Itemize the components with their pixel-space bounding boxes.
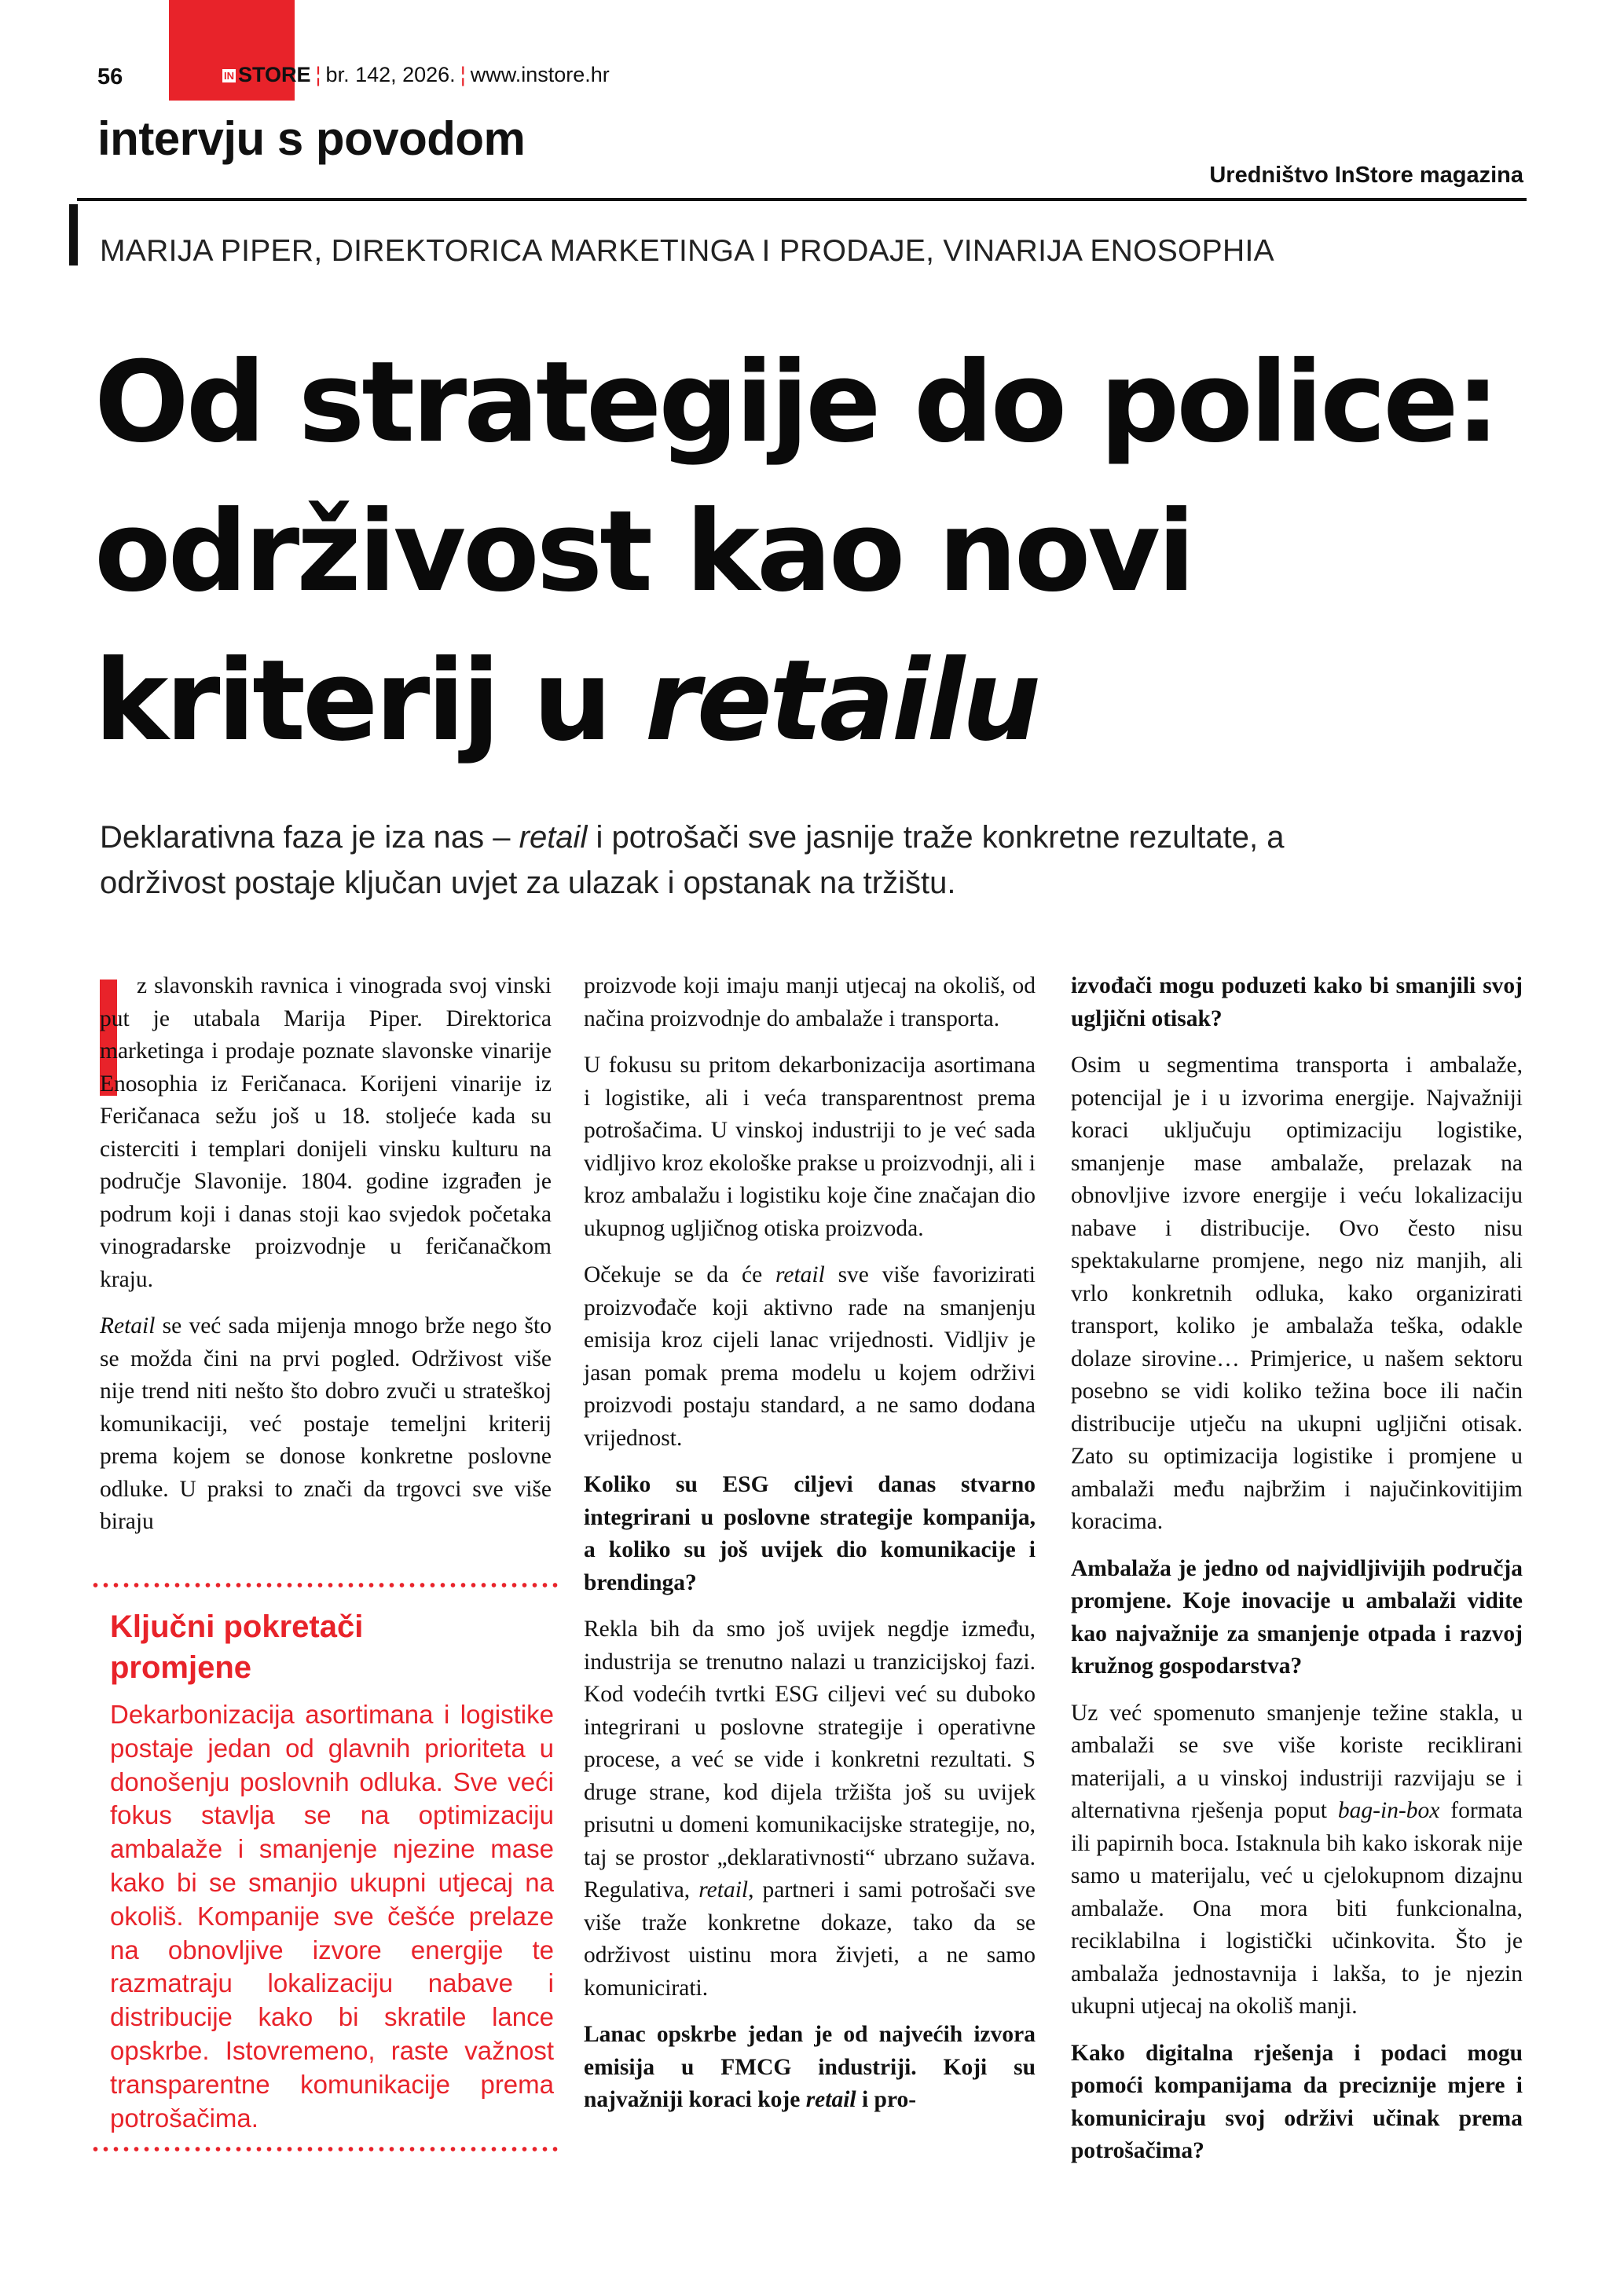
paragraph [584,1259,1036,1455]
paragraph-text: se već sada mijenja mnogo brže nego što se možda čini na prvi pogled. Održivost više nije trend niti nešto što dobro zvuči u strateškoj komunikaciji, već postaje temeljni kriterij prema kojem se donose konkretne poslovne odluke. U praksi to znači da trgovci sve više biraju [100,1313,552,1534]
paragraph-text: Rekla bih da smo još uvijek negdje između, industrija se trenutno nalazi u tranzicijskoj fazi. Kod vodećih tvrtki ESG ciljevi već su duboko integrirani u poslovne strategije i operativne procese, a već se vide i konkretni rezultati. S druge strane, kod dijela tržišta još su uvijek prisutni u domeni komunikacijske strategije, no, taj se prostor „deklarativnosti“ ubrzano sužava. Regulativa, [584,1617,1036,1902]
italic-term: retail [805,2087,856,2112]
sidebar-box [90,1583,562,2152]
body-column-3 [1071,970,1523,2182]
section-title: intervju s povodom [97,112,526,165]
brand-logo-in: IN [224,70,234,82]
paragraph: z slavonskih ravnica i vinograda svoj vinski put je utabala Marija Piper. Direktorica marketinga i prodaje poznate slavonske vinarije Enosophia iz Feričanaca. Korijeni vinarije iz Feričanaca sežu još u 18. stoljeće kada su cisterciti i templari donijeli vinsku kulturu na područje Slavonije. 1804. godine izgrađen je podrum koji i danas stoji kao svjedok početaka vinogradarske proizvodnje u feričanačkom kraju. [100,973,552,1292]
paragraph: proizvode koji imaju manji utjecaj na okoliš, od načina proizvodnje do ambalaže i transporta. [584,973,1036,1031]
box-text: Dekarbonizacija asortimana i logistike postaje jedan od glavnih prioriteta u donošenju poslovnih odluka. Sve veći fokus stavlja se na optimizaciju ambalaže i smanjenje njezine mase kako bi se smanjio ukupni utjecaj na okoliš. Kompanije sve češće prelaze na obnovljive izvore energije te razmatraju lokalizaciju nabave i distribucije kako bi skratile lance opskrbe. Istovremeno, raste važnost transparentne komunikacije prema potrošačima. [110,1700,554,2133]
headline-line-2: održivost kao novi [94,487,1193,617]
deck-line-1 [100,815,1530,860]
box-title-line-1: Ključni pokretači [110,1609,364,1644]
interview-question: izvođači mogu poduzeti kako bi smanjili svoj ugljični otisak? [1071,973,1523,1031]
paragraph [584,1613,1036,2005]
interview-question: Kako digitalna rješenja i podaci mogu pomoći kompanijama da preciznije mjere i komuniciraju svoj održivi učinak prema potrošačima? [1071,2040,1523,2163]
paragraph-text: , partneri i sami potrošači sve više traže konkretne dokaze, tako da se održivost uistinu mora živjeti, a ne samo komunicirati. [584,1877,1036,2001]
question-text: Lanac opskrbe jedan je od najvećih izvora emisija u FMCG industriji. Koji su najvažniji koraci koje [584,2022,1036,2112]
website-link[interactable]: www.instore.hr [470,63,610,86]
deck [100,815,1530,906]
headline-line-1: Od strategije do police: [94,338,1498,467]
body-column-2 [584,970,1036,2131]
paragraph-text: Uz već spomenuto smanjenje težine stakla, u ambalaži se sve više koriste reciklirani materijali, a u vinskoj industriji razvijaju se i alternativna rješenja poput [1071,1700,1523,1823]
deck-text: Deklarativna faza je iza nas – [100,820,519,855]
kicker-bar [69,204,78,265]
deck-text: i potrošači sve jasnije traže konkretne rezultate, a [587,820,1285,855]
paragraph-text: formata ili papirnih boca. Istaknula bih kako iskorak nije samo u materijalu, već u cjelokupnom dizajnu ambalaže. Ona mora biti funkcionalna, reciklabilna i logistički učinkovita. Što je ambalaža jednostavnija i lakša, to je njezin ukupni utjecaj na okoliš manji. [1071,1798,1523,2019]
author-credit: Uredništvo InStore magazina [1209,163,1523,188]
headline-line-3-italic: retailu [644,636,1039,766]
header-rule [77,198,1527,201]
box-title-line-2: promjene [110,1650,252,1685]
question-text: i pro- [856,2087,917,2112]
paragraph [1071,1697,1523,2023]
deck-line-2: održivost postaje ključan uvjet za ulazak i opstanak na tržištu. [100,866,956,900]
interview-question: Ambalaža je jedno od najvidljivijih područja promjene. Koje inovacije u ambalaži vidite kao najvažnije za smanjenje otpada i razvoj kružnog gospodarstva? [1071,1555,1523,1679]
brand-logo-store: STORE [238,63,311,86]
italic-term: bag-in-box [1337,1798,1440,1823]
page-number: 56 [97,64,123,90]
kicker: MARIJA PIPER, DIREKTORICA MARKETINGA I PRODAJE, VINARIJA ENOSOPHIA [100,234,1274,268]
paragraph [100,1310,552,1539]
masthead-strip [222,63,610,87]
interview-question: Koliko su ESG ciljevi danas stvarno integrirani u poslovne strategije kompanija, a koliko su još uvijek dio komunikacije i brendinga? [584,1472,1036,1595]
headline [94,328,1524,776]
paragraph-text: Očekuje se da će [584,1262,775,1287]
box-title [110,1606,363,1688]
dotted-divider-bottom [90,2147,562,2151]
headline-line-3-text: kriterij u [94,636,645,766]
dotted-divider-top [90,1583,562,1587]
paragraph: U fokusu su pritom dekarbonizacija asortimana i logistike, ali i veća transparentnost prema potrošačima. U vinskoj industriji to je već sada vidljivo kroz ekološke prakse u proizvodnji, ali i kroz ambalažu i logistiku koje čine značajan dio ukupnog ugljičnog otiska proizvoda. [584,1053,1036,1241]
italic-term: Retail [100,1313,156,1338]
deck-italic: retail [519,820,588,855]
paragraph-text: sve više favorizirati proizvođače koji aktivno rade na smanjenju emisija kroz cijeli lanac vrijednosti. Vidljiv je jasan pomak prema modelu u kojem održivi proizvodi postaju standard, a ne samo dodana vrijednost. [584,1262,1036,1451]
headline-line-3 [94,627,1524,776]
paragraph: Osim u segmentima transporta i ambalaže, potencijal je i u izvorima energije. Najvažniji koraci uključuju optimizaciju logistike, smanjenje mase ambalaže, prelazak na obnovljive izvore energije i veću lokalizaciju nabave i distribucije. Ovo često nisu spektakularne promjene, nego niz manjih, ali vrlo konkretnih odluka, kako organizirati transport, koliko je ambalaža teška, odakle dolaze sirovine… Primjerice, u našem sektoru posebno se vidi koliko težina boce ili način distribucije utječu na ukupni ugljični otisak. Zato su optimizacija logistike i promjene u ambalaži među najbržim i najučinkovitijim koracima. [1071,1053,1523,1534]
separator: ¦ [460,63,466,86]
italic-term: retail [775,1262,825,1287]
issue-number: br. 142, 2026. [325,63,456,86]
body-column-1 [100,970,552,1553]
interview-question [584,2019,1036,2117]
italic-term: retail [698,1877,749,1902]
separator: ¦ [315,63,321,86]
